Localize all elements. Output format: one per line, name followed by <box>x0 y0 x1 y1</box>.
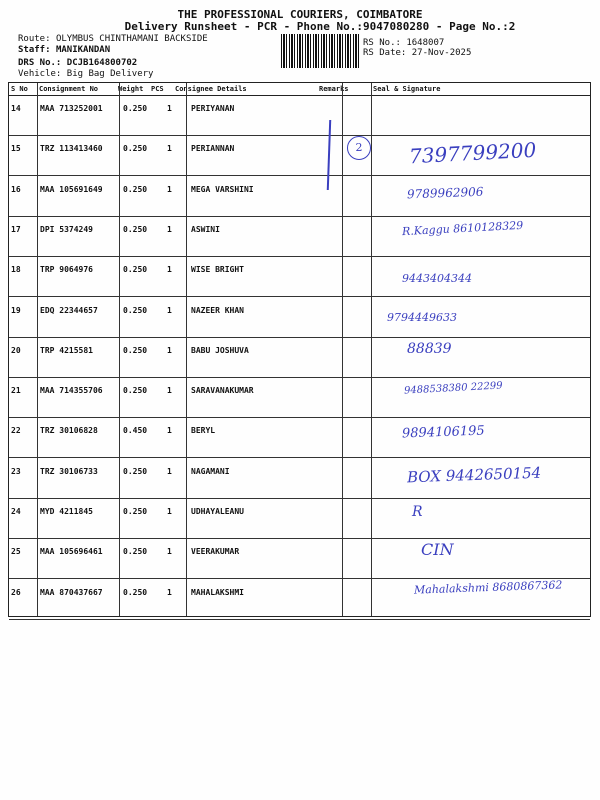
weight-value: 0.250 <box>123 104 148 113</box>
staff-line <box>18 45 110 55</box>
route-label: Route: <box>18 34 51 44</box>
handwritten-signature: 9443404344 <box>402 272 472 286</box>
consignee-name: MAHALAKSHMI <box>191 587 244 597</box>
weight-value: 0.250 <box>123 184 148 194</box>
handwritten-signature: Mahalakshmi 8680867362 <box>413 578 563 597</box>
col-weight: Weight <box>118 85 144 93</box>
handwritten-signature: R <box>412 504 423 520</box>
col-sno: S No <box>11 85 28 93</box>
handwritten-signature: 9789962906 <box>406 184 484 201</box>
weight-value: 0.250 <box>123 265 148 275</box>
consignee-name: UDHAYALEANU <box>191 507 244 516</box>
row-sno: 20 <box>11 345 21 355</box>
rs-date: RS Date: 27-Nov-2025 <box>363 48 472 58</box>
weight-value: 0.250 <box>123 144 148 154</box>
row-sno: 26 <box>11 587 21 597</box>
pcs-value: 1 <box>167 386 172 396</box>
drs-label: DRS No.: <box>18 58 62 68</box>
consignee-name: BABU JOSHUVA <box>191 345 249 355</box>
pcs-value: 1 <box>167 224 172 234</box>
consignment-number: MAA 713252001 <box>40 104 103 113</box>
weight-value: 0.250 <box>123 224 148 234</box>
consignee-name: PERIANNAN <box>191 144 235 154</box>
handwritten-signature: CIN <box>421 540 454 560</box>
weight-value: 0.250 <box>123 587 148 597</box>
handwritten-signature: R.Kaggu 8610128329 <box>401 218 524 239</box>
consignment-number: TRZ 30106828 <box>40 426 98 436</box>
pcs-value: 1 <box>167 144 172 154</box>
vehicle-line <box>18 69 153 79</box>
row-sno: 15 <box>11 144 21 154</box>
weight-value: 0.250 <box>123 507 148 516</box>
row-sno: 25 <box>11 547 21 557</box>
runsheet-table <box>8 82 591 617</box>
consignment-number: TRP 4215581 <box>40 345 93 355</box>
route-line <box>18 34 208 44</box>
row-sno: 21 <box>11 386 21 396</box>
consignment-number: MAA 714355706 <box>40 386 103 396</box>
table-row <box>9 176 590 217</box>
consignment-number: TRP 9064976 <box>40 265 93 275</box>
staff-label: Staff: <box>18 45 51 55</box>
row-sno: 23 <box>11 466 21 476</box>
consignee-name: NAGAMANI <box>191 466 230 476</box>
weight-value: 0.250 <box>123 466 148 476</box>
runsheet-subtitle: Delivery Runsheet - PCR - Phone No.:9047080280 - Page No.:2 <box>124 20 516 33</box>
col-remarks: Remarks <box>319 85 349 93</box>
pcs-value: 1 <box>167 104 172 113</box>
table-row <box>9 216 590 257</box>
consignee-name: BERYL <box>191 426 216 436</box>
pcs-value: 1 <box>167 507 172 516</box>
col-consignee: Consignee Details <box>175 85 247 93</box>
consignment-number: MAA 105691649 <box>40 184 103 194</box>
staff-value: MANIKANDAN <box>55 45 111 55</box>
handwritten-signature: 9488538380 22299 <box>403 380 503 397</box>
row-sno: 16 <box>11 184 21 194</box>
table-row <box>9 417 590 458</box>
pcs-value: 1 <box>167 305 172 315</box>
weight-value: 0.250 <box>123 345 148 355</box>
pcs-value: 1 <box>167 466 172 476</box>
weight-value: 0.250 <box>123 386 148 396</box>
handwritten-signature: 7397799200 <box>408 137 537 169</box>
company-name: THE PROFESSIONAL COURIERS, COIMBATORE <box>177 8 423 21</box>
row-sno: 14 <box>11 104 21 113</box>
table-row <box>9 135 590 176</box>
rs-number: RS No.: 1648007 <box>363 38 445 48</box>
vehicle-value: Big Bag Delivery <box>66 69 154 79</box>
table-row <box>9 337 590 378</box>
consignee-name: SARAVANAKUMAR <box>191 386 254 396</box>
col-consignment: Consignment No <box>39 85 99 93</box>
table-row <box>9 95 590 136</box>
table-row <box>9 377 590 418</box>
consignment-number: DPI 5374249 <box>40 224 93 234</box>
consignee-name: PERIYANAN <box>191 104 235 113</box>
weight-value: 0.450 <box>123 426 148 436</box>
consignee-name: ASWINI <box>191 224 220 234</box>
pcs-value: 1 <box>167 345 172 355</box>
drs-line <box>18 58 137 68</box>
pcs-value: 1 <box>167 547 172 557</box>
handwritten-signature: 9794449633 <box>387 310 457 324</box>
pcs-value: 1 <box>167 426 172 436</box>
handwritten-signature: 88839 <box>407 340 452 357</box>
consignee-name: MEGA VARSHINI <box>191 184 254 194</box>
handwritten-signature: BOX 9442650154 <box>406 463 542 487</box>
row-sno: 19 <box>11 305 21 315</box>
table-row <box>9 579 590 620</box>
row-sno: 22 <box>11 426 21 436</box>
consignee-name: NAZEER KHAN <box>191 305 244 315</box>
consignee-name: VEERAKUMAR <box>191 547 240 557</box>
col-pcs: PCS <box>151 85 164 93</box>
row-sno: 24 <box>11 507 21 516</box>
consignment-number: MAA 870437667 <box>40 587 103 597</box>
route-value: OLYMBUS CHINTHAMANI BACKSIDE <box>55 34 208 44</box>
table-row <box>9 498 590 539</box>
table-row <box>9 538 590 579</box>
consignment-number: MAA 105696461 <box>40 547 103 557</box>
pcs-value: 1 <box>167 587 172 597</box>
row-sno: 18 <box>11 265 21 275</box>
consignment-number: MYD 4211845 <box>40 507 93 516</box>
consignment-number: TRZ 113413460 <box>40 144 103 154</box>
consignment-number: EDQ 22344657 <box>40 305 98 315</box>
barcode <box>281 34 359 68</box>
table-row <box>9 458 590 499</box>
row-sno: 17 <box>11 224 21 234</box>
pcs-value: 1 <box>167 184 172 194</box>
col-seal: Seal & Signature <box>373 85 441 93</box>
weight-value: 0.250 <box>123 547 148 557</box>
vehicle-label: Vehicle: <box>18 69 62 79</box>
handwritten-signature: 9894106195 <box>401 423 485 442</box>
remark-circle: 2 <box>347 136 371 160</box>
consignee-name: WISE BRIGHT <box>191 265 244 275</box>
weight-value: 0.250 <box>123 305 148 315</box>
pcs-value: 1 <box>167 265 172 275</box>
consignment-number: TRZ 30106733 <box>40 466 98 476</box>
drs-value: DCJB164800702 <box>66 58 138 68</box>
table-row <box>9 297 590 338</box>
table-row <box>9 256 590 297</box>
